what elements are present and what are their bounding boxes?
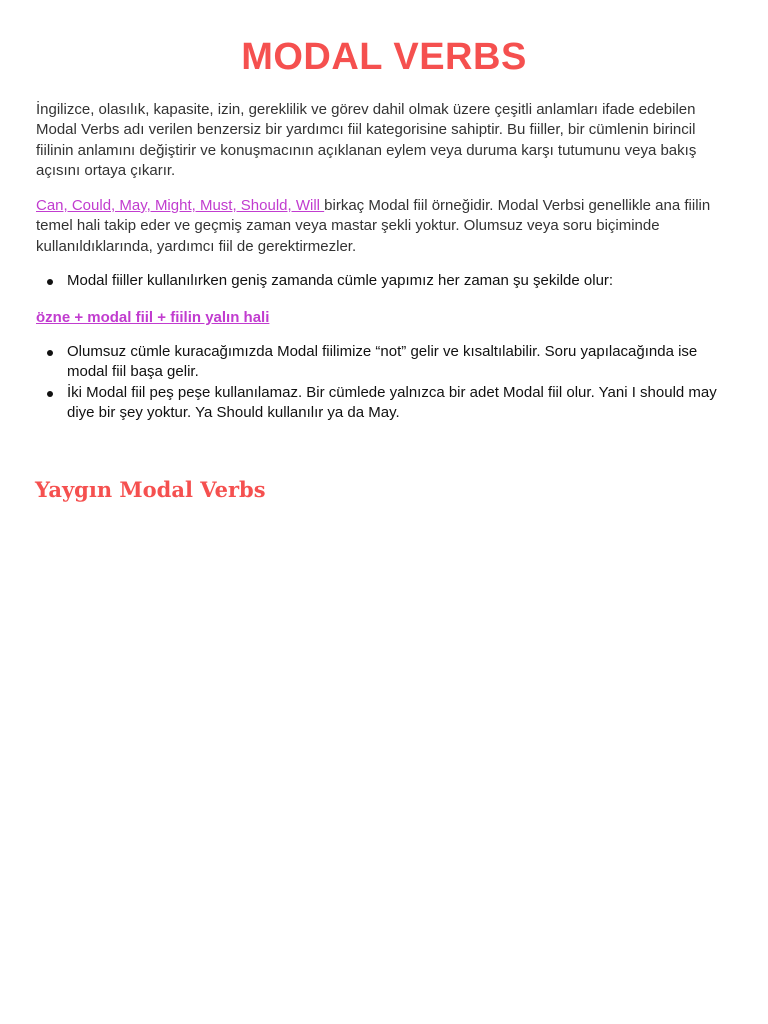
list-item bbox=[36, 342, 736, 383]
bullet-icon bbox=[47, 391, 53, 397]
list-item bbox=[36, 383, 736, 424]
bullet-list-structure bbox=[36, 271, 736, 291]
list-item bbox=[36, 271, 736, 291]
formula-link[interactable]: özne + modal fiil + fiilin yalın hali bbox=[36, 309, 270, 326]
section-heading: Yaygın Modal Verbs bbox=[35, 477, 266, 502]
list-item-text: İki Modal fiil peş peşe kullanılamaz. Bir cümlede yalnızca bir adet Modal fiil olur. Yani I should may diye bir şey yoktur. Ya Should kullanılır ya da May. bbox=[67, 383, 717, 422]
list-item-text: Modal fiiller kullanılırken geniş zamanda cümle yapımız her zaman şu şekilde olur: bbox=[67, 272, 614, 289]
modal-examples-link[interactable]: Can, Could, May, Might, Must, Should, Will bbox=[36, 197, 325, 214]
page-title: MODAL VERBS bbox=[241, 36, 527, 78]
bullet-icon bbox=[47, 279, 53, 285]
bullet-icon bbox=[47, 350, 53, 356]
intro-paragraph: İngilizce, olasılık, kapasite, izin, gereklilik ve görev dahil olmak üzere çeşitli anlamları ifade edebilen Modal Verbs adı verilen benzersiz bir yardımcı fiil kategorisine sahiptir. Bu fiiller, bir cümlenin birincil fiilinin anlamını değiştirir ve konuşmacının açıklanan eylem veya duruma karşı tutumunu veya bakış açısını ortaya çıkarır. bbox=[36, 101, 697, 180]
list-item-text: Olumsuz cümle kuracağımızda Modal fiilimize “not” gelir ve kısaltılabilir. Soru yapılacağında ise modal fiil başa gelir. bbox=[67, 343, 698, 381]
examples-paragraph bbox=[36, 196, 736, 257]
examples-paragraph-text: birkaç Modal fiil örneğidir. Modal Verbsi genellikle ana fiilin temel hali takip eder ve geçmiş zaman veya mastar şekli yoktur. Olumsuz veya soru biçiminde kullanıldıklarında, yardımcı fiil de gerektirmezler. bbox=[36, 197, 711, 255]
bullet-list-rules bbox=[36, 342, 736, 424]
